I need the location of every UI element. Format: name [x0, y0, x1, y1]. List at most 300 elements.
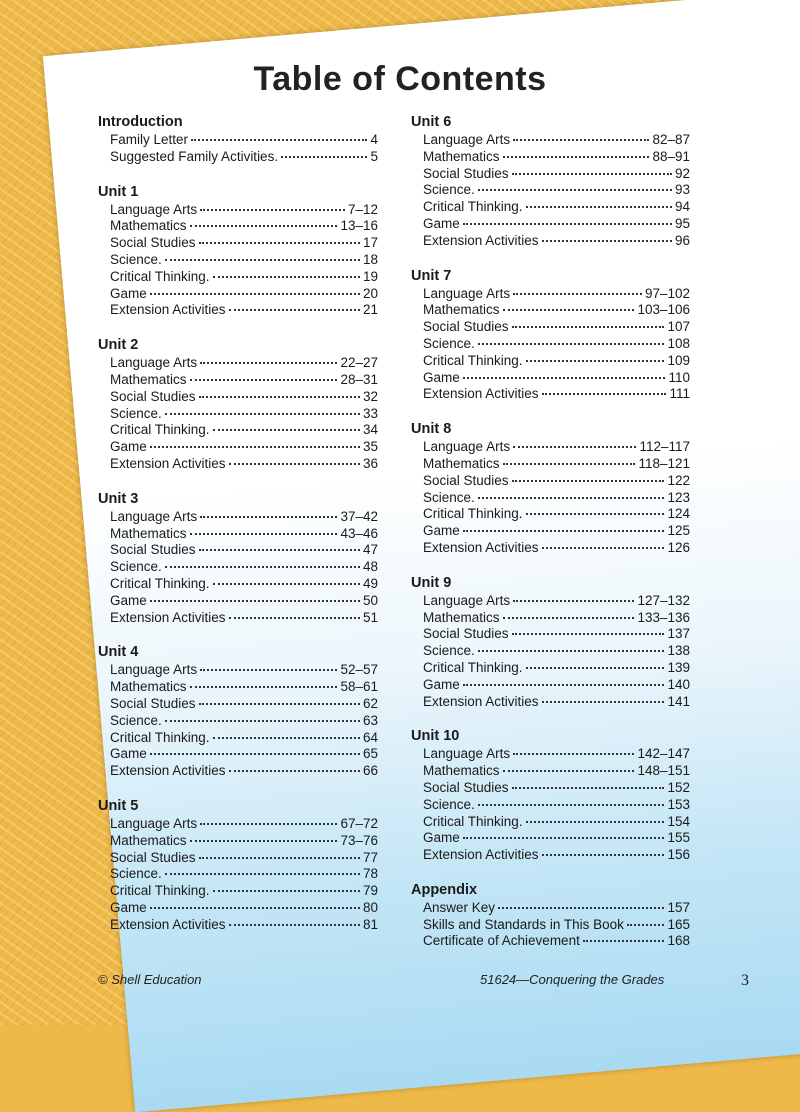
- toc-column-right: [411, 113, 690, 967]
- dot-leader: [200, 669, 337, 671]
- entry-page: 19: [362, 268, 378, 284]
- entry-label: Mathematics: [110, 525, 187, 541]
- entry-label: Social Studies: [423, 779, 509, 795]
- dot-leader: [463, 223, 672, 225]
- dot-leader: [463, 837, 665, 839]
- entry-label: Mathematics: [110, 371, 187, 387]
- dot-leader: [513, 446, 636, 448]
- toc-entry: [98, 833, 378, 850]
- dot-leader: [627, 924, 665, 926]
- toc-entry: [98, 218, 378, 235]
- entry-label: Extension Activities: [423, 386, 539, 402]
- toc-entry: [98, 526, 378, 543]
- entry-page: 4: [370, 132, 378, 147]
- dot-leader: [281, 156, 367, 158]
- toc-entry: [98, 816, 378, 833]
- section-title: Unit 3: [98, 490, 139, 507]
- toc-entry: [411, 199, 690, 216]
- entry-label: Game: [110, 439, 147, 455]
- toc-entry: [98, 269, 378, 286]
- entry-page: 81: [362, 916, 378, 932]
- section-title: Unit 2: [98, 337, 139, 354]
- section-title: Unit 4: [98, 644, 139, 661]
- entry-label: Language Arts: [423, 132, 511, 147]
- dot-leader: [150, 293, 360, 295]
- entry-label: Science.: [110, 866, 162, 882]
- entry-label: Critical Thinking.: [110, 729, 210, 745]
- entry-page: 58–61: [340, 679, 378, 695]
- entry-page: 137: [667, 626, 690, 642]
- toc-entry: [411, 473, 690, 490]
- entry-page: 157: [667, 899, 690, 915]
- entry-page: 73–76: [340, 832, 378, 848]
- entry-page: 52–57: [340, 662, 378, 678]
- dot-leader: [463, 377, 666, 379]
- entry-page: 94: [674, 199, 690, 215]
- entry-label: Science.: [423, 182, 475, 198]
- entry-page: 36: [362, 455, 378, 471]
- entry-label: Extension Activities: [423, 847, 539, 863]
- toc-entry: [98, 763, 378, 780]
- entry-label: Critical Thinking.: [423, 199, 523, 215]
- dot-leader: [191, 139, 367, 141]
- entry-label: Mathematics: [423, 763, 500, 779]
- entry-label: Language Arts: [423, 592, 511, 608]
- dot-leader: [463, 684, 665, 686]
- entry-label: Game: [423, 523, 460, 539]
- dot-leader: [478, 343, 665, 345]
- entry-label: Social Studies: [423, 319, 509, 335]
- toc-entry: [411, 917, 690, 934]
- dot-leader: [165, 413, 360, 415]
- dot-leader: [213, 737, 360, 739]
- dot-leader: [200, 516, 337, 518]
- toc-entry: [411, 336, 690, 353]
- entry-label: Extension Activities: [110, 455, 226, 471]
- entry-label: Critical Thinking.: [110, 422, 210, 438]
- entry-page: 96: [674, 232, 690, 248]
- entry-page: 82–87: [652, 132, 690, 147]
- toc-entry: [98, 730, 378, 747]
- page-number: 3: [741, 972, 749, 989]
- toc-entry: [98, 900, 378, 917]
- dot-leader: [150, 600, 360, 602]
- entry-label: Game: [110, 899, 147, 915]
- entry-page: 20: [362, 285, 378, 301]
- entry-page: 66: [362, 763, 378, 779]
- section-title: Unit 5: [98, 797, 139, 814]
- toc-section: [98, 336, 378, 473]
- toc-entry: [98, 235, 378, 252]
- dot-leader: [150, 446, 360, 448]
- toc-entry: [411, 149, 690, 166]
- toc-entry: [411, 660, 690, 677]
- dot-leader: [190, 686, 338, 688]
- toc-section: [98, 797, 378, 934]
- toc-entry: [411, 319, 690, 336]
- toc-entry: [98, 696, 378, 713]
- toc-entry: [411, 302, 690, 319]
- entry-label: Skills and Standards in This Book: [423, 916, 624, 932]
- entry-page: 118–121: [638, 455, 690, 471]
- toc-section: [411, 881, 690, 950]
- dot-leader: [229, 309, 360, 311]
- entry-page: 148–151: [637, 763, 690, 779]
- entry-label: Social Studies: [423, 472, 509, 488]
- dot-leader: [165, 566, 360, 568]
- toc-entry: [98, 389, 378, 406]
- toc-entry: [98, 713, 378, 730]
- dot-leader: [542, 547, 665, 549]
- toc-entry: [411, 593, 690, 610]
- toc-entry: [411, 540, 690, 557]
- footer-publisher: © Shell Education: [98, 972, 202, 987]
- dot-leader: [503, 770, 635, 772]
- toc-entry: [98, 746, 378, 763]
- entry-page: 88–91: [652, 148, 690, 164]
- entry-label: Certificate of Achievement: [423, 933, 580, 949]
- toc-entry: [411, 814, 690, 831]
- dot-leader: [512, 633, 665, 635]
- toc-section: [411, 574, 690, 711]
- dot-leader: [512, 326, 665, 328]
- entry-label: Game: [423, 215, 460, 231]
- entry-page: 108: [667, 335, 690, 351]
- toc-entry: [411, 626, 690, 643]
- entry-label: Answer Key: [423, 899, 496, 915]
- entry-label: Science.: [110, 712, 162, 728]
- entry-page: 67–72: [340, 815, 378, 831]
- entry-label: Language Arts: [110, 201, 198, 217]
- entry-label: Critical Thinking.: [110, 883, 210, 899]
- toc-entry: [411, 182, 690, 199]
- entry-label: Mathematics: [110, 832, 187, 848]
- entry-page: 64: [362, 729, 378, 745]
- entry-label: Mathematics: [423, 455, 500, 471]
- dot-leader: [229, 924, 360, 926]
- entry-label: Critical Thinking.: [423, 352, 523, 368]
- toc-entry: [411, 643, 690, 660]
- dot-leader: [503, 156, 650, 158]
- entry-page: 78: [362, 866, 378, 882]
- entry-page: 124: [667, 506, 690, 522]
- dot-leader: [512, 787, 665, 789]
- entry-label: Social Studies: [423, 165, 509, 181]
- entry-page: 125: [667, 523, 690, 539]
- dot-leader: [512, 480, 665, 482]
- dot-leader: [463, 530, 665, 532]
- entry-label: Extension Activities: [423, 693, 539, 709]
- entry-label: Critical Thinking.: [110, 575, 210, 591]
- entry-page: 22–27: [340, 355, 378, 371]
- toc-entry: [98, 406, 378, 423]
- entry-label: Extension Activities: [110, 609, 226, 625]
- toc-section: [411, 267, 690, 404]
- entry-page: 7–12: [347, 201, 378, 217]
- entry-label: Critical Thinking.: [423, 813, 523, 829]
- toc-entry: [98, 422, 378, 439]
- toc-entry: [98, 542, 378, 559]
- entry-page: 33: [362, 405, 378, 421]
- toc-entry: [98, 576, 378, 593]
- toc-section: [98, 113, 378, 166]
- dot-leader: [199, 396, 360, 398]
- entry-page: 126: [667, 539, 690, 555]
- toc-section: [98, 183, 378, 320]
- entry-label: Language Arts: [110, 355, 198, 371]
- entry-label: Mathematics: [110, 679, 187, 695]
- toc-entry: [411, 677, 690, 694]
- entry-page: 32: [362, 388, 378, 404]
- entry-page: 152: [667, 779, 690, 795]
- toc-entry: [411, 746, 690, 763]
- entry-label: Science.: [423, 643, 475, 659]
- toc-section: [98, 643, 378, 780]
- toc-entry: [411, 847, 690, 864]
- toc-entry: [411, 386, 690, 403]
- entry-label: Science.: [110, 251, 162, 267]
- entry-page: 156: [667, 847, 690, 863]
- dot-leader: [478, 189, 672, 191]
- dot-leader: [498, 907, 664, 909]
- section-title: Introduction: [98, 114, 183, 130]
- entry-page: 155: [667, 830, 690, 846]
- entry-page: 5: [370, 148, 378, 164]
- toc-entry: [98, 850, 378, 867]
- toc-entry: [98, 456, 378, 473]
- dot-leader: [213, 429, 360, 431]
- dot-leader: [190, 225, 338, 227]
- dot-leader: [190, 379, 338, 381]
- entry-page: 17: [362, 235, 378, 251]
- entry-label: Family Letter: [110, 132, 189, 147]
- toc-entry: [411, 900, 690, 917]
- entry-label: Extension Activities: [110, 916, 226, 932]
- entry-page: 165: [667, 916, 690, 932]
- toc-entry: [98, 202, 378, 219]
- dot-leader: [583, 940, 665, 942]
- section-title: Unit 7: [411, 267, 452, 284]
- entry-page: 107: [667, 319, 690, 335]
- toc-entry: [411, 830, 690, 847]
- dot-leader: [213, 890, 360, 892]
- dot-leader: [503, 617, 635, 619]
- entry-page: 49: [362, 575, 378, 591]
- toc-entry: [411, 694, 690, 711]
- dot-leader: [478, 497, 665, 499]
- entry-label: Science.: [423, 489, 475, 505]
- entry-page: 153: [667, 796, 690, 812]
- section-title: Unit 10: [411, 728, 460, 745]
- toc-entry: [98, 866, 378, 883]
- section-title: Unit 1: [98, 183, 139, 200]
- toc-section: [411, 727, 690, 864]
- entry-label: Game: [423, 676, 460, 692]
- dot-leader: [200, 823, 337, 825]
- dot-leader: [229, 463, 360, 465]
- entry-label: Mathematics: [423, 609, 500, 625]
- entry-page: 65: [362, 746, 378, 762]
- toc-section: [411, 113, 690, 250]
- dot-leader: [200, 362, 337, 364]
- dot-leader: [229, 617, 360, 619]
- dot-leader: [165, 720, 360, 722]
- dot-leader: [503, 309, 635, 311]
- toc-entry: [98, 679, 378, 696]
- entry-page: 93: [674, 182, 690, 198]
- entry-label: Language Arts: [423, 285, 511, 301]
- entry-label: Game: [110, 746, 147, 762]
- entry-label: Critical Thinking.: [423, 506, 523, 522]
- dot-leader: [213, 583, 360, 585]
- entry-page: 80: [362, 899, 378, 915]
- toc-entry: [98, 302, 378, 319]
- entry-label: Game: [423, 830, 460, 846]
- entry-label: Social Studies: [110, 235, 196, 251]
- entry-label: Language Arts: [110, 815, 198, 831]
- toc-entry: [98, 610, 378, 627]
- entry-label: Social Studies: [110, 542, 196, 558]
- toc-entry: [411, 132, 690, 149]
- toc-entry: [98, 439, 378, 456]
- toc-entry: [98, 917, 378, 934]
- dot-leader: [478, 804, 665, 806]
- dot-leader: [542, 701, 665, 703]
- toc-entry: [411, 506, 690, 523]
- entry-label: Social Studies: [110, 695, 196, 711]
- section-title: Unit 9: [411, 574, 452, 591]
- dot-leader: [213, 276, 360, 278]
- entry-label: Extension Activities: [423, 539, 539, 555]
- entry-page: 138: [667, 643, 690, 659]
- page-title: Table of Contents: [253, 60, 547, 98]
- entry-page: 110: [668, 369, 690, 385]
- section-title: Unit 8: [411, 421, 452, 438]
- entry-page: 34: [362, 422, 378, 438]
- section-title: Appendix: [411, 881, 478, 898]
- toc-entry: [411, 370, 690, 387]
- dot-leader: [513, 600, 634, 602]
- footer-book-title: 51624—Conquering the Grades: [480, 972, 665, 987]
- entry-page: 141: [667, 693, 690, 709]
- entry-label: Language Arts: [423, 746, 511, 762]
- dot-leader: [199, 549, 360, 551]
- entry-page: 139: [667, 659, 690, 675]
- entry-label: Science.: [110, 405, 162, 421]
- entry-label: Science.: [423, 796, 475, 812]
- toc-entry: [411, 490, 690, 507]
- dot-leader: [513, 753, 634, 755]
- entry-page: 111: [669, 386, 690, 402]
- toc-entry: [411, 523, 690, 540]
- entry-label: Extension Activities: [423, 232, 539, 248]
- toc-entry: [411, 286, 690, 303]
- entry-page: 18: [362, 251, 378, 267]
- entry-page: 21: [362, 302, 378, 318]
- entry-page: 63: [362, 712, 378, 728]
- toc-entry: [98, 149, 378, 166]
- entry-label: Critical Thinking.: [110, 268, 210, 284]
- toc-entry: [98, 355, 378, 372]
- dot-leader: [190, 533, 338, 535]
- dot-leader: [513, 293, 642, 295]
- dot-leader: [526, 513, 665, 515]
- toc-entry: [98, 509, 378, 526]
- dot-leader: [150, 907, 360, 909]
- entry-page: 142–147: [637, 746, 690, 762]
- dot-leader: [526, 360, 665, 362]
- entry-page: 77: [362, 849, 378, 865]
- toc-entry: [98, 559, 378, 576]
- toc-entry: [411, 166, 690, 183]
- entry-page: 28–31: [340, 371, 378, 387]
- entry-label: Mathematics: [423, 148, 500, 164]
- entry-page: 51: [362, 609, 378, 625]
- entry-page: 13–16: [340, 218, 378, 234]
- entry-label: Game: [110, 285, 147, 301]
- dot-leader: [199, 703, 360, 705]
- entry-page: 133–136: [637, 609, 690, 625]
- entry-label: Mathematics: [423, 302, 500, 318]
- toc-entry: [411, 610, 690, 627]
- section-title: Unit 6: [411, 114, 452, 130]
- dot-leader: [513, 139, 649, 141]
- entry-page: 123: [667, 489, 690, 505]
- entry-page: 79: [362, 883, 378, 899]
- toc-entry: [411, 780, 690, 797]
- entry-page: 35: [362, 439, 378, 455]
- entry-page: 140: [667, 676, 690, 692]
- entry-page: 48: [362, 559, 378, 575]
- entry-label: Language Arts: [423, 439, 511, 455]
- entry-page: 97–102: [644, 285, 690, 301]
- entry-label: Suggested Family Activities.: [110, 148, 279, 164]
- toc-entry: [411, 763, 690, 780]
- toc-entry: [98, 593, 378, 610]
- entry-label: Mathematics: [110, 218, 187, 234]
- dot-leader: [165, 259, 360, 261]
- entry-label: Game: [423, 369, 460, 385]
- toc-entry: [98, 883, 378, 900]
- dot-leader: [542, 393, 667, 395]
- toc-entry: [98, 286, 378, 303]
- entry-page: 62: [362, 695, 378, 711]
- entry-page: 127–132: [637, 592, 690, 608]
- dot-leader: [478, 650, 665, 652]
- entry-page: 168: [667, 933, 690, 949]
- dot-leader: [200, 209, 345, 211]
- dot-leader: [526, 667, 665, 669]
- entry-label: Extension Activities: [110, 302, 226, 318]
- entry-label: Game: [110, 592, 147, 608]
- entry-page: 95: [674, 215, 690, 231]
- toc-entry: [411, 933, 690, 950]
- dot-leader: [150, 753, 360, 755]
- toc-entry: [411, 456, 690, 473]
- entry-label: Language Arts: [110, 662, 198, 678]
- toc-entry: [98, 252, 378, 269]
- toc-entry: [98, 662, 378, 679]
- entry-page: 103–106: [637, 302, 690, 318]
- entry-label: Social Studies: [110, 849, 196, 865]
- toc-entry: [411, 216, 690, 233]
- toc-column-left: [98, 113, 378, 950]
- dot-leader: [503, 463, 636, 465]
- dot-leader: [190, 840, 338, 842]
- entry-label: Extension Activities: [110, 763, 226, 779]
- toc-entry: [98, 372, 378, 389]
- toc-entry: [411, 353, 690, 370]
